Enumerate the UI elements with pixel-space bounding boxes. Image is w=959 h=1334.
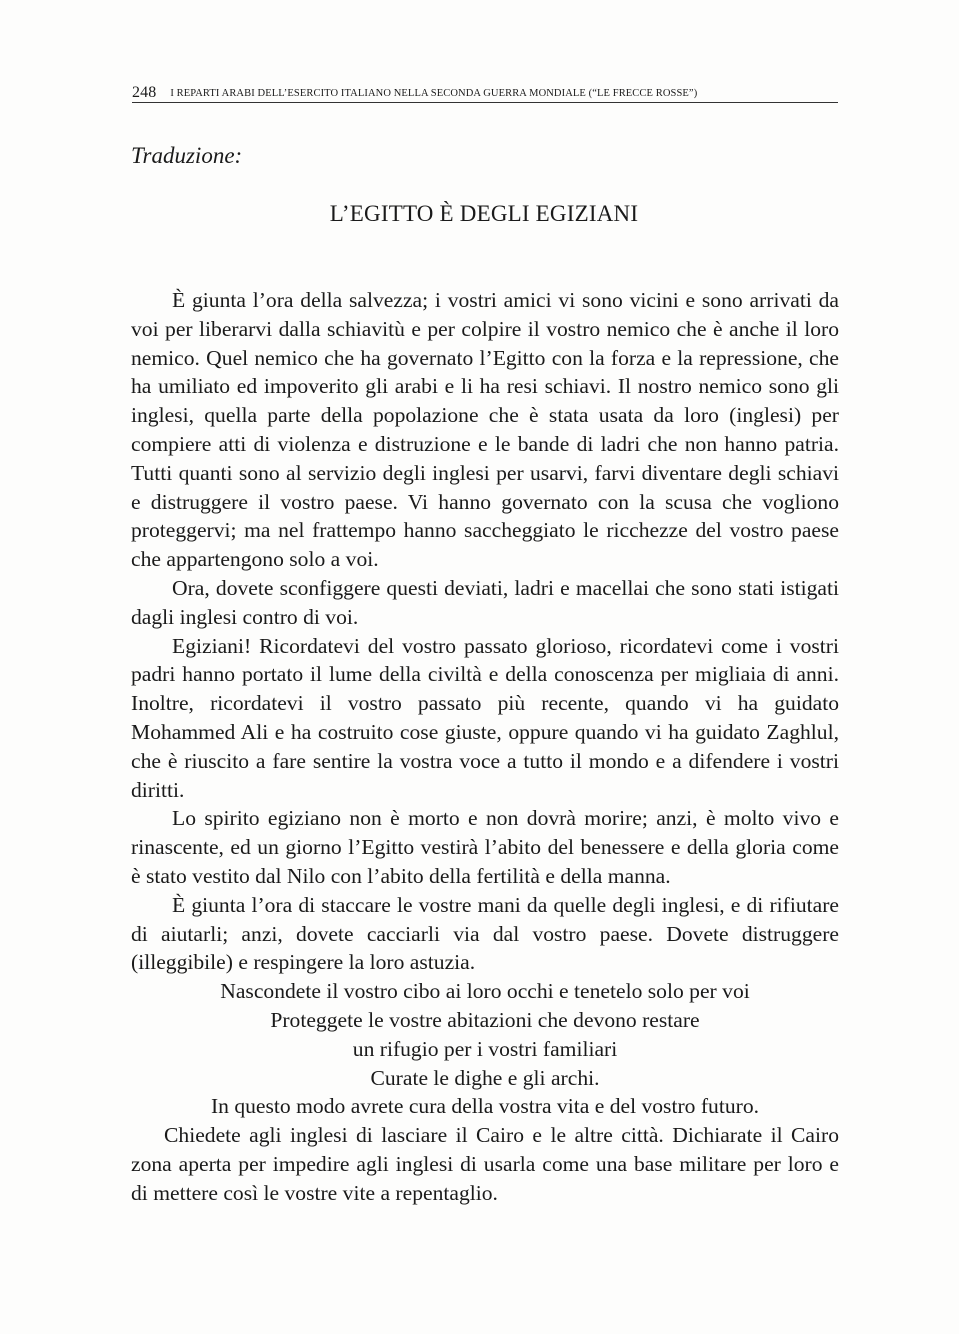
centered-line-3: un rifugio per i vostri familiari (352, 1036, 618, 1061)
centered-line-4: Curate le dighe e gli archi. (370, 1065, 600, 1090)
centered-line-2: Proteggete le vostre abitazioni che devono restare (270, 1007, 700, 1032)
paragraph-5: È giunta l’ora di staccare le vostre mani da quelle degli inglesi, e di rifiutare di aiutarli; anzi, dovete cacciarli via dal vostro paese. Dovete distruggere (illeggibile) e respingere la loro astuzia. (131, 892, 839, 975)
centered-line-1: Nascondete il vostro cibo ai loro occhi e tenetelo solo per voi (220, 979, 750, 1004)
centered-line-5: In questo modo avrete cura della vostra vita e del vostro futuro. (210, 1094, 760, 1119)
body-text (131, 286, 839, 1208)
paragraph-2: Ora, dovete sconfiggere questi deviati, ladri e macellai che sono stati istigati dagli inglesi contro di voi. (131, 575, 839, 629)
paragraph-3: Egiziani! Ricordatevi del vostro passato glorioso, ricordatevi come i vostri padri hanno portato il lume della civiltà e della conoscenza per migliaia di anni. Inoltre, ricordatevi il vostro passato più recente, quando vi ha guidato Mohammed Ali e ha costruito cose giuste, oppure quando vi ha guidato Zaghlul, che è riuscito a fare sentire la vostra voce a tutto il mondo e a difendere i vostri diritti. (131, 633, 839, 802)
paragraph-1: È giunta l’ora della salvezza; i vostri amici vi sono vicini e sono arrivati da voi per liberarvi dalla schiavitù e per colpire il vostro nemico che è anche il loro nemico. Quel nemico che ha governato l’Egitto con la forza e la repressione, che ha umiliato ed impoverito gli arabi e li ha resi schiavi. Il nostro nemico sono gli inglesi, quella parte della popolazione che è stata usata da loro (inglesi) per compiere atti di violenza e distruzione e le bande di ladri che non hanno patria. Tutti quanti sono al servizio degli inglesi per usarvi, farvi diventare degli schiavi e distruggere il vostro paese. Vi hanno governato con la scusa che vogliono proteggervi; ma nel frattempo hanno saccheggiato le ricchezze del vostro paese che appartengono solo a voi. (131, 288, 839, 572)
paragraph-4: Lo spirito egiziano non è morto e non dovrà morire; anzi, è molto vivo e rinascente, ed un giorno l’Egitto vestirà l’abito del benessere e della gloria come è stato vestito dal Nilo con l’abito della fertilità e della manna. (131, 806, 839, 888)
running-header (132, 82, 838, 103)
closing-paragraph: Chiedete agli inglesi di lasciare il Cairo e le altre città. Dichiarate il Cairo zona aperta per impedire agli inglesi di usarla come una base militare per loro e di mettere così le vostre vite a repentaglio. (131, 1123, 839, 1205)
running-title: I REPARTI ARABI DELL’ESERCITO ITALIANO NELLA SECONDA GUERRA MONDIALE (“LE FRECCE ROSSE”) (170, 88, 698, 99)
section-label: Traduzione: (131, 143, 243, 168)
page-number: 248 (132, 84, 157, 101)
document-title: L’EGITTO È DEGLI EGIZIANI (329, 201, 639, 226)
